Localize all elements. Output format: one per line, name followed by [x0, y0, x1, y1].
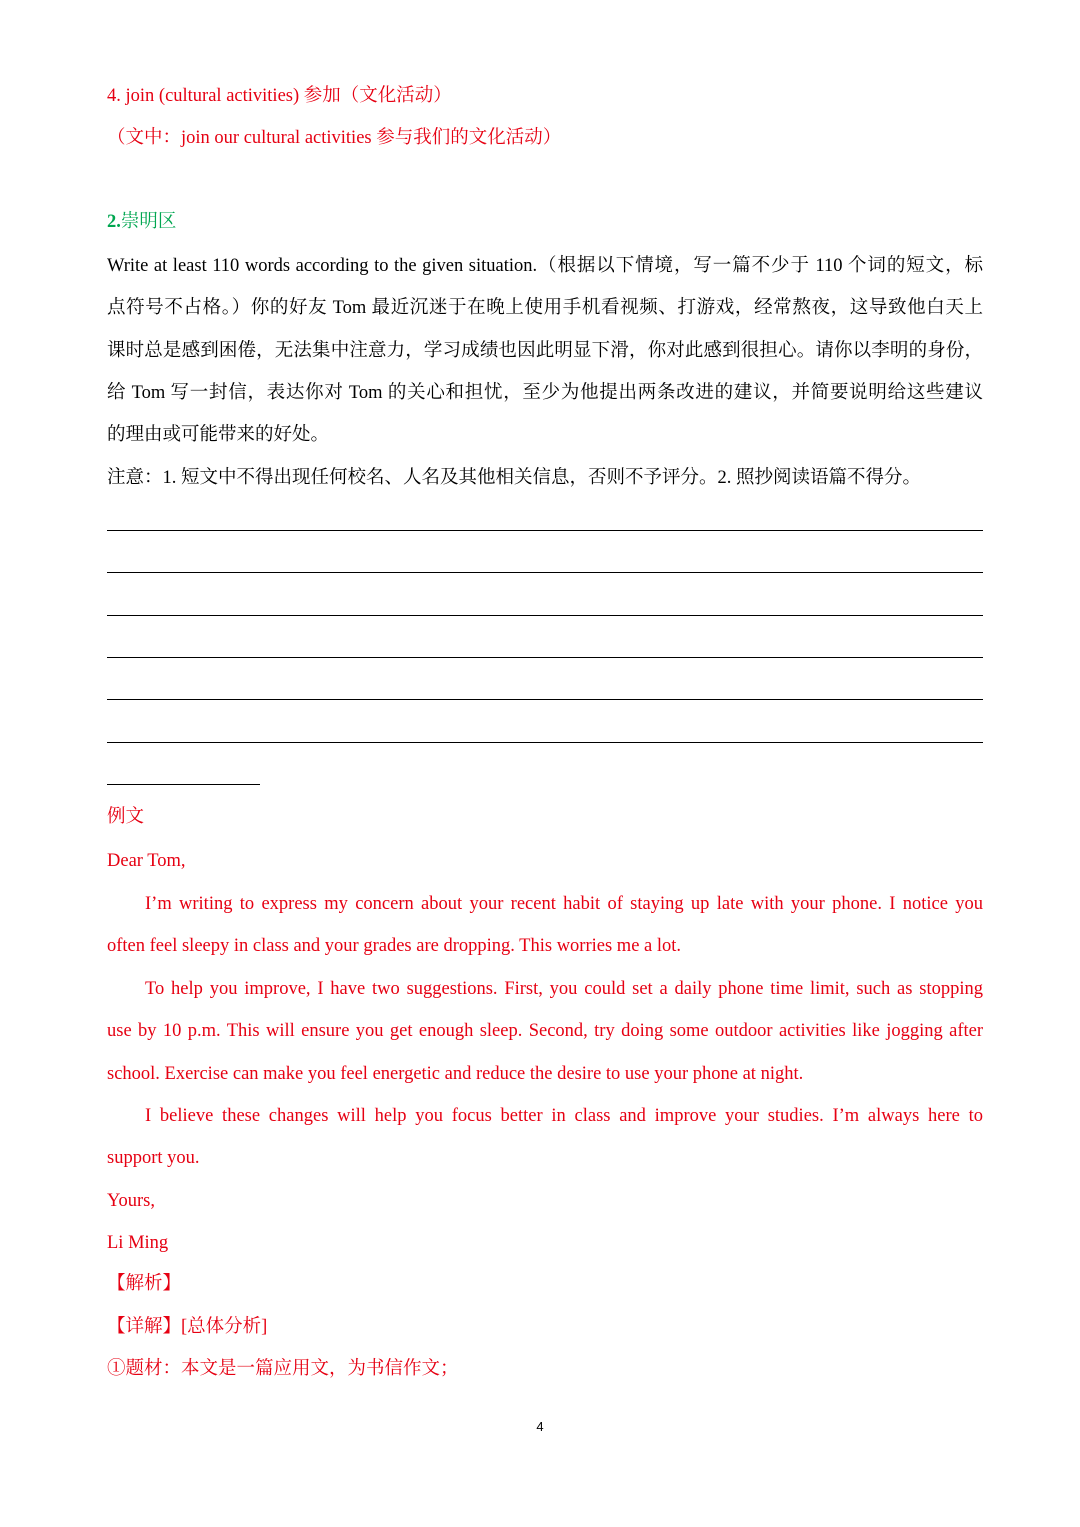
vocab-item-4: 4. join (cultural activities) 参加（文化活动）	[107, 86, 452, 106]
sample-greeting: Dear Tom,	[107, 851, 186, 871]
prompt-note: 注意：1. 短文中不得出现任何校名、人名及其他相关信息，否则不予评分。2. 照抄阅读语篇不得分。	[107, 468, 922, 488]
sample-line: To help you improve, I have two suggestions. First, you could set a daily phone time limit, such as stopping	[145, 979, 983, 999]
vocab-item-4-context: （文中：join our cultural activities 参与我们的文化活动）	[107, 128, 562, 148]
sample-line: use by 10 p.m. This will ensure you get enough sleep. Second, try doing some outdoor activities like jogging after	[107, 1021, 983, 1041]
question-number: 2.	[107, 212, 121, 232]
sample-closing: Yours,	[107, 1191, 155, 1211]
answer-line	[107, 530, 983, 531]
sample-signature: Li Ming	[107, 1233, 169, 1253]
answer-line-short	[107, 784, 260, 785]
prompt-line: 点符号不占格。）你的好友 Tom 最近沉迷于在晚上使用手机看视频、打游戏，经常熬夜，这导致他白天上	[107, 298, 983, 318]
analysis-detail: 【详解】[总体分析]	[107, 1317, 268, 1337]
sample-line: I believe these changes will help you focus better in class and improve your studies. I’m always here to	[145, 1106, 983, 1126]
sample-heading: 例文	[107, 807, 145, 827]
prompt-line: 课时总是感到困倦，无法集中注意力，学习成绩也因此明显下滑，你对此感到很担心。请你以李明的身份，	[107, 341, 983, 361]
prompt-line: 的理由或可能带来的好处。	[107, 425, 330, 445]
sample-line: school. Exercise can make you feel energetic and reduce the desire to use your phone at night.	[107, 1064, 804, 1084]
sample-line: often feel sleepy in class and your grades are dropping. This worries me a lot.	[107, 936, 682, 956]
prompt-line: 给 Tom 写一封信，表达你对 Tom 的关心和担忧，至少为他提出两条改进的建议，并简要说明给这些建议	[107, 383, 983, 403]
page-number: 4	[536, 1419, 544, 1434]
answer-line	[107, 699, 983, 700]
answer-line	[107, 615, 983, 616]
analysis-heading: 【解析】	[107, 1274, 182, 1294]
sample-line: I’m writing to express my concern about your recent habit of staying up late with your phone. I notice you	[145, 894, 983, 914]
answer-line	[107, 572, 983, 573]
question-heading	[107, 210, 176, 234]
answer-line	[107, 657, 983, 658]
question-district: 崇明区	[120, 212, 177, 232]
prompt-line: Write at least 110 words according to the given situation.（根据以下情境，写一篇不少于 110 个词的短文，标	[107, 256, 983, 276]
answer-line	[107, 742, 983, 743]
sample-line: support you.	[107, 1148, 200, 1168]
analysis-point-1: ①题材：本文是一篇应用文，为书信作文；	[107, 1359, 459, 1379]
